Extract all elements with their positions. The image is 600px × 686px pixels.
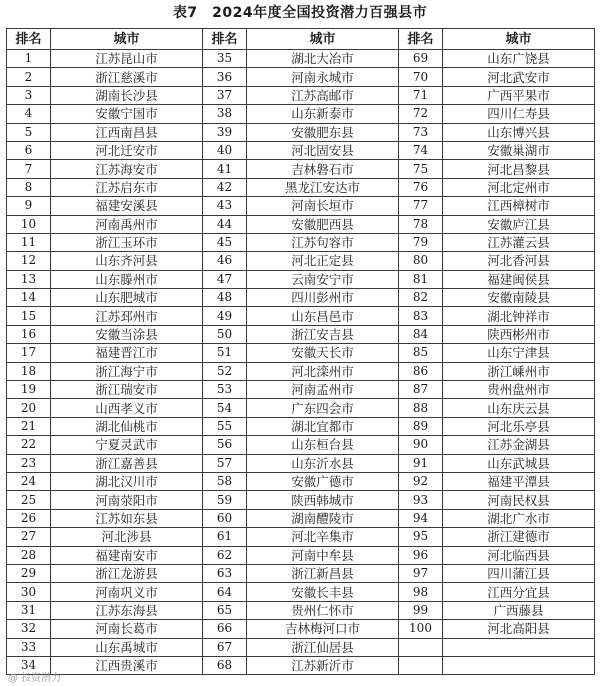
table-row <box>7 123 595 141</box>
rank-cell: 71 <box>399 86 443 104</box>
city-cell: 陕西彬州市 <box>443 325 595 343</box>
city-cell: 江苏金湖县 <box>443 436 595 454</box>
rank-cell: 39 <box>203 123 247 141</box>
table-row <box>7 105 595 123</box>
city-cell: 云南安宁市 <box>247 270 399 288</box>
city-cell: 河北固安县 <box>247 141 399 159</box>
rank-cell: 48 <box>203 289 247 307</box>
table-row <box>7 344 595 362</box>
table-row <box>7 509 595 527</box>
city-cell: 江苏灌云县 <box>443 233 595 251</box>
rank-cell: 49 <box>203 307 247 325</box>
rank-cell: 79 <box>399 233 443 251</box>
rank-cell: 75 <box>399 160 443 178</box>
rank-cell: 96 <box>399 546 443 564</box>
city-cell: 吉林磐石市 <box>247 160 399 178</box>
city-cell: 浙江仙居县 <box>247 638 399 656</box>
city-cell: 河南长葛市 <box>51 620 203 638</box>
city-cell: 河北迁安市 <box>51 141 203 159</box>
rank-cell: 99 <box>399 601 443 619</box>
table-row <box>7 399 595 417</box>
rank-cell: 68 <box>203 656 247 674</box>
city-cell: 宁夏灵武市 <box>51 436 203 454</box>
rank-cell: 60 <box>203 509 247 527</box>
rank-cell: 42 <box>203 178 247 196</box>
rank-cell: 3 <box>7 86 51 104</box>
city-cell: 安徽南陵县 <box>443 289 595 307</box>
rank-cell: 52 <box>203 362 247 380</box>
rank-cell: 36 <box>203 68 247 86</box>
rank-cell: 25 <box>7 491 51 509</box>
city-cell: 浙江龙游县 <box>51 564 203 582</box>
city-cell: 福建闽侯县 <box>443 270 595 288</box>
rank-cell: 61 <box>203 528 247 546</box>
city-cell: 安徽肥西县 <box>247 215 399 233</box>
rank-cell: 51 <box>203 344 247 362</box>
city-cell: 江西樟树市 <box>443 197 595 215</box>
city-cell: 山东博兴县 <box>443 123 595 141</box>
rank-cell: 66 <box>203 620 247 638</box>
rank-cell: 2 <box>7 68 51 86</box>
rank-cell: 20 <box>7 399 51 417</box>
table-row <box>7 325 595 343</box>
city-cell: 河北高阳县 <box>443 620 595 638</box>
city-cell: 河南孟州市 <box>247 381 399 399</box>
table-row <box>7 141 595 159</box>
rank-cell: 89 <box>399 417 443 435</box>
city-cell: 山东滕州市 <box>51 270 203 288</box>
rank-cell: 28 <box>7 546 51 564</box>
city-cell: 河南永城市 <box>247 68 399 86</box>
rank-cell: 32 <box>7 620 51 638</box>
rank-cell: 6 <box>7 141 51 159</box>
rank-cell: 26 <box>7 509 51 527</box>
table-row <box>7 546 595 564</box>
city-cell: 安徽巢湖市 <box>443 141 595 159</box>
city-cell: 河北香河县 <box>443 252 595 270</box>
rank-cell: 35 <box>203 50 247 68</box>
rank-cell: 69 <box>399 50 443 68</box>
city-cell: 湖北大冶市 <box>247 50 399 68</box>
city-cell: 浙江新昌县 <box>247 564 399 582</box>
rank-cell: 93 <box>399 491 443 509</box>
rank-cell <box>399 638 443 656</box>
watermark: @ 投资潜力 <box>8 673 62 684</box>
city-cell: 江苏如东县 <box>51 509 203 527</box>
city-cell: 安徽天长市 <box>247 344 399 362</box>
table-row <box>7 454 595 472</box>
city-cell: 浙江慈溪市 <box>51 68 203 86</box>
rank-cell: 73 <box>399 123 443 141</box>
rank-cell: 44 <box>203 215 247 233</box>
city-cell: 江西南昌县 <box>51 123 203 141</box>
city-cell: 湖南长沙县 <box>51 86 203 104</box>
table-row <box>7 307 595 325</box>
city-cell: 江苏高邮市 <box>247 86 399 104</box>
city-cell: 江西分宜县 <box>443 583 595 601</box>
table-row <box>7 68 595 86</box>
city-cell: 山东沂水县 <box>247 454 399 472</box>
table-row <box>7 270 595 288</box>
rank-cell: 47 <box>203 270 247 288</box>
city-cell: 四川仁寿县 <box>443 105 595 123</box>
city-cell: 山东桓台县 <box>247 436 399 454</box>
city-cell: 安徽肥东县 <box>247 123 399 141</box>
rank-cell: 97 <box>399 564 443 582</box>
rank-cell: 10 <box>7 215 51 233</box>
rank-cell: 18 <box>7 362 51 380</box>
table-body <box>7 50 595 675</box>
table-row <box>7 417 595 435</box>
rank-cell: 19 <box>7 381 51 399</box>
city-cell: 河北乐亭县 <box>443 417 595 435</box>
city-cell: 浙江建德市 <box>443 528 595 546</box>
rank-cell: 24 <box>7 472 51 490</box>
rank-cell: 27 <box>7 528 51 546</box>
city-cell: 湖北宜都市 <box>247 417 399 435</box>
city-cell: 山东武城县 <box>443 454 595 472</box>
rank-cell: 16 <box>7 325 51 343</box>
city-cell: 山东肥城市 <box>51 289 203 307</box>
rank-cell: 34 <box>7 656 51 674</box>
city-cell: 山东齐河县 <box>51 252 203 270</box>
rank-cell: 29 <box>7 564 51 582</box>
table-row <box>7 472 595 490</box>
rank-cell: 64 <box>203 583 247 601</box>
rank-cell: 9 <box>7 197 51 215</box>
table-title: 表7 2024年度全国投资潜力百强县市 <box>172 5 428 21</box>
city-cell: 福建安溪县 <box>51 197 203 215</box>
city-header: 城市 <box>247 29 399 50</box>
table-row <box>7 436 595 454</box>
city-cell: 河南巩义市 <box>51 583 203 601</box>
rank-cell: 90 <box>399 436 443 454</box>
rank-cell: 41 <box>203 160 247 178</box>
rank-header: 排名 <box>399 29 443 50</box>
rank-cell: 17 <box>7 344 51 362</box>
rank-cell: 33 <box>7 638 51 656</box>
rank-cell: 100 <box>399 620 443 638</box>
city-cell: 湖北广水市 <box>443 509 595 527</box>
rank-cell: 43 <box>203 197 247 215</box>
table-row <box>7 197 595 215</box>
city-cell: 安徽庐江县 <box>443 215 595 233</box>
city-cell: 安徽当涂县 <box>51 325 203 343</box>
table-row <box>7 362 595 380</box>
table-row <box>7 638 595 656</box>
city-cell: 河南禹州市 <box>51 215 203 233</box>
table-row <box>7 233 595 251</box>
rank-cell: 63 <box>203 564 247 582</box>
city-cell: 江西贵溪市 <box>51 656 203 674</box>
header-row <box>7 29 595 50</box>
rank-cell: 98 <box>399 583 443 601</box>
rank-cell: 81 <box>399 270 443 288</box>
rank-header: 排名 <box>7 29 51 50</box>
rank-cell: 55 <box>203 417 247 435</box>
rank-cell: 59 <box>203 491 247 509</box>
city-cell: 安徽广德市 <box>247 472 399 490</box>
city-cell: 黑龙江安达市 <box>247 178 399 196</box>
city-cell: 河南荥阳市 <box>51 491 203 509</box>
table-row <box>7 491 595 509</box>
rank-cell: 37 <box>203 86 247 104</box>
city-cell: 河南中牟县 <box>247 546 399 564</box>
city-cell: 山东宁津县 <box>443 344 595 362</box>
rank-cell: 15 <box>7 307 51 325</box>
city-cell: 湖北汉川市 <box>51 472 203 490</box>
city-cell: 福建南安市 <box>51 546 203 564</box>
city-cell: 吉林梅河口市 <box>247 620 399 638</box>
rank-cell <box>399 656 443 674</box>
city-cell: 福建晋江市 <box>51 344 203 362</box>
rank-cell: 92 <box>399 472 443 490</box>
rank-cell: 54 <box>203 399 247 417</box>
table-row <box>7 583 595 601</box>
rank-cell: 21 <box>7 417 51 435</box>
city-cell: 浙江海宁市 <box>51 362 203 380</box>
rank-cell: 95 <box>399 528 443 546</box>
city-cell: 贵州盘州市 <box>443 381 595 399</box>
table-row <box>7 86 595 104</box>
city-cell <box>443 656 595 674</box>
rank-cell: 88 <box>399 399 443 417</box>
city-cell: 安徽长丰县 <box>247 583 399 601</box>
table-row <box>7 50 595 68</box>
rank-cell: 72 <box>399 105 443 123</box>
rank-cell: 38 <box>203 105 247 123</box>
city-cell: 浙江玉环市 <box>51 233 203 251</box>
city-cell: 山西孝义市 <box>51 399 203 417</box>
rank-cell: 87 <box>399 381 443 399</box>
rank-cell: 14 <box>7 289 51 307</box>
city-cell: 江苏句容市 <box>247 233 399 251</box>
rank-cell: 77 <box>399 197 443 215</box>
rank-cell: 70 <box>399 68 443 86</box>
rank-cell: 50 <box>203 325 247 343</box>
rank-cell: 91 <box>399 454 443 472</box>
city-cell: 河南民权县 <box>443 491 595 509</box>
table-row <box>7 528 595 546</box>
rank-cell: 94 <box>399 509 443 527</box>
rank-cell: 84 <box>399 325 443 343</box>
rank-cell: 31 <box>7 601 51 619</box>
city-cell: 河北涉县 <box>51 528 203 546</box>
rank-cell: 62 <box>203 546 247 564</box>
rank-cell: 30 <box>7 583 51 601</box>
rank-cell: 86 <box>399 362 443 380</box>
city-cell: 江苏东海县 <box>51 601 203 619</box>
city-cell: 河北武安市 <box>443 68 595 86</box>
rank-cell: 74 <box>399 141 443 159</box>
city-cell: 湖南醴陵市 <box>247 509 399 527</box>
city-cell: 山东昌邑市 <box>247 307 399 325</box>
city-cell: 山东禹城市 <box>51 638 203 656</box>
city-cell: 河北昌黎县 <box>443 160 595 178</box>
table-row <box>7 656 595 674</box>
rank-cell: 67 <box>203 638 247 656</box>
table-row <box>7 601 595 619</box>
rank-cell: 58 <box>203 472 247 490</box>
city-cell: 山东新泰市 <box>247 105 399 123</box>
rank-cell: 46 <box>203 252 247 270</box>
city-cell: 河南长垣市 <box>247 197 399 215</box>
rank-cell: 85 <box>399 344 443 362</box>
rank-header: 排名 <box>203 29 247 50</box>
rank-cell: 5 <box>7 123 51 141</box>
city-cell: 河北定州市 <box>443 178 595 196</box>
rank-cell: 56 <box>203 436 247 454</box>
city-header: 城市 <box>443 29 595 50</box>
rank-cell: 40 <box>203 141 247 159</box>
city-cell: 浙江嘉善县 <box>51 454 203 472</box>
city-cell: 山东广饶县 <box>443 50 595 68</box>
rank-cell: 76 <box>399 178 443 196</box>
city-cell: 广西平果市 <box>443 86 595 104</box>
city-cell: 河北正定县 <box>247 252 399 270</box>
city-cell: 福建平潭县 <box>443 472 595 490</box>
city-cell: 广东四会市 <box>247 399 399 417</box>
city-cell: 河北辛集市 <box>247 528 399 546</box>
city-cell: 浙江瑞安市 <box>51 381 203 399</box>
rank-cell: 4 <box>7 105 51 123</box>
ranking-table <box>6 28 595 675</box>
rank-cell: 7 <box>7 160 51 178</box>
table-row <box>7 289 595 307</box>
table-row <box>7 215 595 233</box>
rank-cell: 23 <box>7 454 51 472</box>
city-cell: 陕西韩城市 <box>247 491 399 509</box>
rank-cell: 12 <box>7 252 51 270</box>
city-cell: 四川彭州市 <box>247 289 399 307</box>
city-cell: 浙江嵊州市 <box>443 362 595 380</box>
city-cell: 江苏邳州市 <box>51 307 203 325</box>
city-cell: 江苏海安市 <box>51 160 203 178</box>
table-row <box>7 381 595 399</box>
city-cell: 浙江安吉县 <box>247 325 399 343</box>
table-row <box>7 178 595 196</box>
rank-cell: 13 <box>7 270 51 288</box>
rank-cell: 80 <box>399 252 443 270</box>
city-cell: 贵州仁怀市 <box>247 601 399 619</box>
city-cell: 广西藤县 <box>443 601 595 619</box>
city-cell: 河北临西县 <box>443 546 595 564</box>
city-cell: 山东庆云县 <box>443 399 595 417</box>
city-cell <box>443 638 595 656</box>
table-row <box>7 620 595 638</box>
rank-cell: 65 <box>203 601 247 619</box>
city-cell: 河北滦州市 <box>247 362 399 380</box>
table-row <box>7 564 595 582</box>
city-cell: 安徽宁国市 <box>51 105 203 123</box>
rank-cell: 57 <box>203 454 247 472</box>
rank-cell: 82 <box>399 289 443 307</box>
rank-cell: 83 <box>399 307 443 325</box>
city-cell: 江苏新沂市 <box>247 656 399 674</box>
city-cell: 四川蒲江县 <box>443 564 595 582</box>
rank-cell: 22 <box>7 436 51 454</box>
table-row <box>7 252 595 270</box>
rank-cell: 45 <box>203 233 247 251</box>
rank-cell: 11 <box>7 233 51 251</box>
table-row <box>7 160 595 178</box>
rank-cell: 78 <box>399 215 443 233</box>
rank-cell: 1 <box>7 50 51 68</box>
city-header: 城市 <box>51 29 203 50</box>
city-cell: 湖北钟祥市 <box>443 307 595 325</box>
city-cell: 湖北仙桃市 <box>51 417 203 435</box>
rank-cell: 53 <box>203 381 247 399</box>
rank-cell: 8 <box>7 178 51 196</box>
city-cell: 江苏昆山市 <box>51 50 203 68</box>
city-cell: 江苏启东市 <box>51 178 203 196</box>
